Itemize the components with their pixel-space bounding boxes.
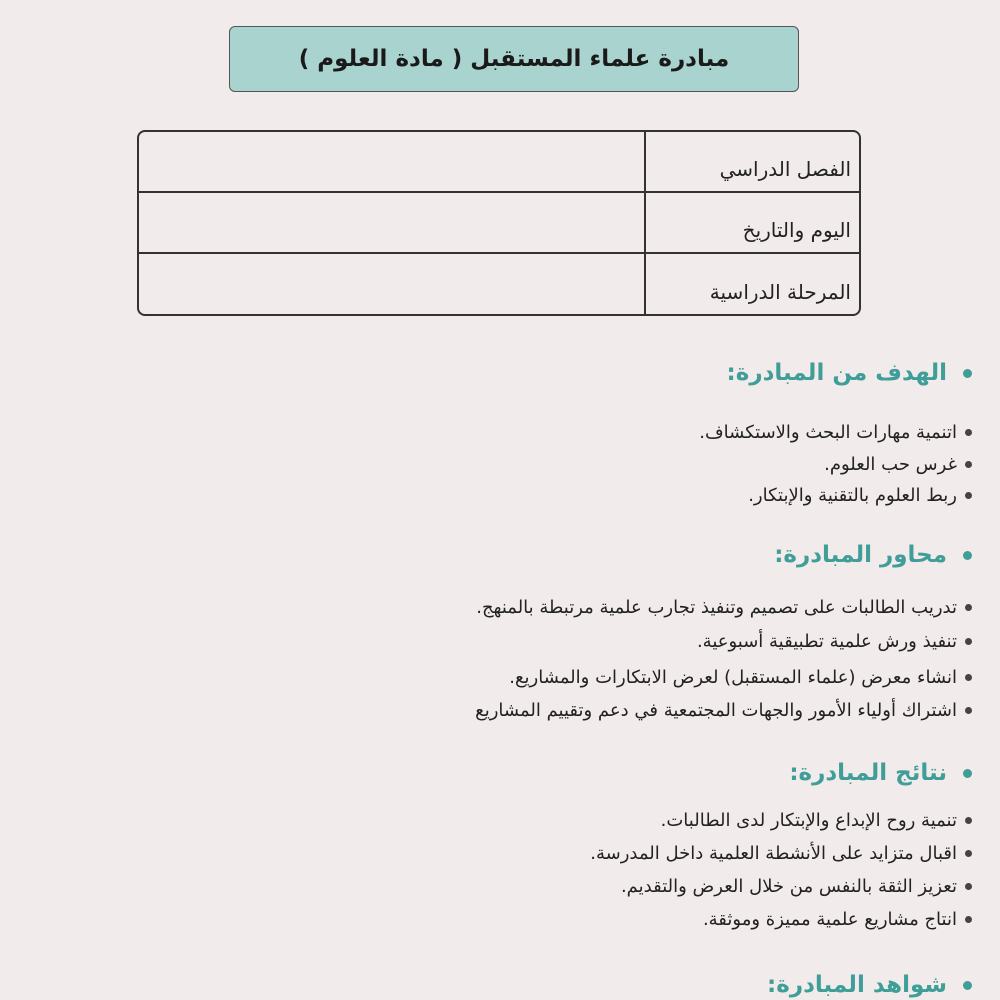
bullet-icon: [965, 492, 972, 499]
info-label-semester: الفصل الدراسي: [719, 157, 851, 181]
list-item-text: انشاء معرض (علماء المستقبل) لعرض الابتكارات والمشاريع.: [509, 666, 957, 688]
list-item-text: تدريب الطالبات على تصميم وتنفيذ تجارب علمية مرتبطة بالمنهج.: [476, 596, 957, 618]
list-item: [475, 626, 972, 656]
heading-bullet-icon: [963, 369, 972, 378]
list-item: [699, 481, 972, 509]
heading-bullet-icon: [963, 981, 972, 990]
info-value-date[interactable]: [139, 193, 646, 252]
info-value-stage[interactable]: [139, 254, 646, 314]
list-item: [590, 871, 972, 901]
page-title: مبادرة علماء المستقبل ( مادة العلوم ): [298, 46, 730, 72]
section-heading-goal-text: الهدف من المبادرة:: [726, 360, 947, 386]
bullet-icon: [965, 817, 972, 824]
list-item: [475, 695, 972, 725]
info-label-date: اليوم والتاريخ: [742, 218, 851, 242]
bullet-icon: [965, 638, 972, 645]
bullet-icon: [965, 850, 972, 857]
section-heading-results: [789, 760, 972, 786]
list-item: [475, 592, 972, 622]
list-item-text: تنفيذ ورش علمية تطبيقية أسبوعية.: [696, 630, 957, 652]
bullet-icon: [965, 916, 972, 923]
section-heading-results-text: نتائج المبادرة:: [789, 760, 947, 786]
title-box: [229, 26, 799, 92]
info-value-semester[interactable]: [139, 132, 646, 191]
list-item-text: اقبال متزايد على الأنشطة العلمية داخل المدرسة.: [590, 842, 957, 864]
list-item: [475, 662, 972, 692]
bullet-icon: [965, 429, 972, 436]
bullet-icon: [965, 604, 972, 611]
info-row-stage: [139, 254, 859, 314]
list-item-text: اتنمية مهارات البحث والاستكشاف.: [699, 421, 957, 443]
list-item-text: غرس حب العلوم.: [824, 453, 957, 475]
goal-list: [699, 418, 972, 509]
bullet-icon: [965, 461, 972, 468]
section-heading-goal: [727, 360, 972, 386]
bullet-icon: [965, 674, 972, 681]
section-heading-axes-text: محاور المبادرة:: [774, 542, 947, 568]
heading-bullet-icon: [963, 769, 972, 778]
results-list: [590, 805, 972, 934]
list-item: [590, 904, 972, 934]
list-item-text: تعزيز الثقة بالنفس من خلال العرض والتقديم.: [620, 875, 957, 897]
info-row-semester: [139, 132, 859, 193]
info-row-date: [139, 193, 859, 254]
list-item: [699, 418, 972, 446]
list-item: [699, 450, 972, 478]
section-heading-axes: [774, 542, 972, 568]
section-heading-evidence: [767, 972, 972, 998]
list-item: [590, 805, 972, 835]
info-table: [137, 130, 861, 316]
list-item-text: اشتراك أولياء الأمور والجهات المجتمعية في دعم وتقييم المشاريع: [475, 699, 957, 721]
info-label-stage: المرحلة الدراسية: [709, 280, 851, 304]
list-item-text: ربط العلوم بالتقنية والإبتكار.: [748, 484, 957, 506]
axes-list: [475, 592, 972, 725]
bullet-icon: [965, 883, 972, 890]
list-item-text: تنمية روح الإبداع والإبتكار لدى الطالبات.: [660, 809, 957, 831]
section-heading-evidence-text: شواهد المبادرة:: [767, 972, 947, 998]
list-item-text: انتاج مشاريع علمية مميزة وموثقة.: [702, 908, 957, 930]
heading-bullet-icon: [963, 551, 972, 560]
list-item: [590, 838, 972, 868]
bullet-icon: [965, 707, 972, 714]
